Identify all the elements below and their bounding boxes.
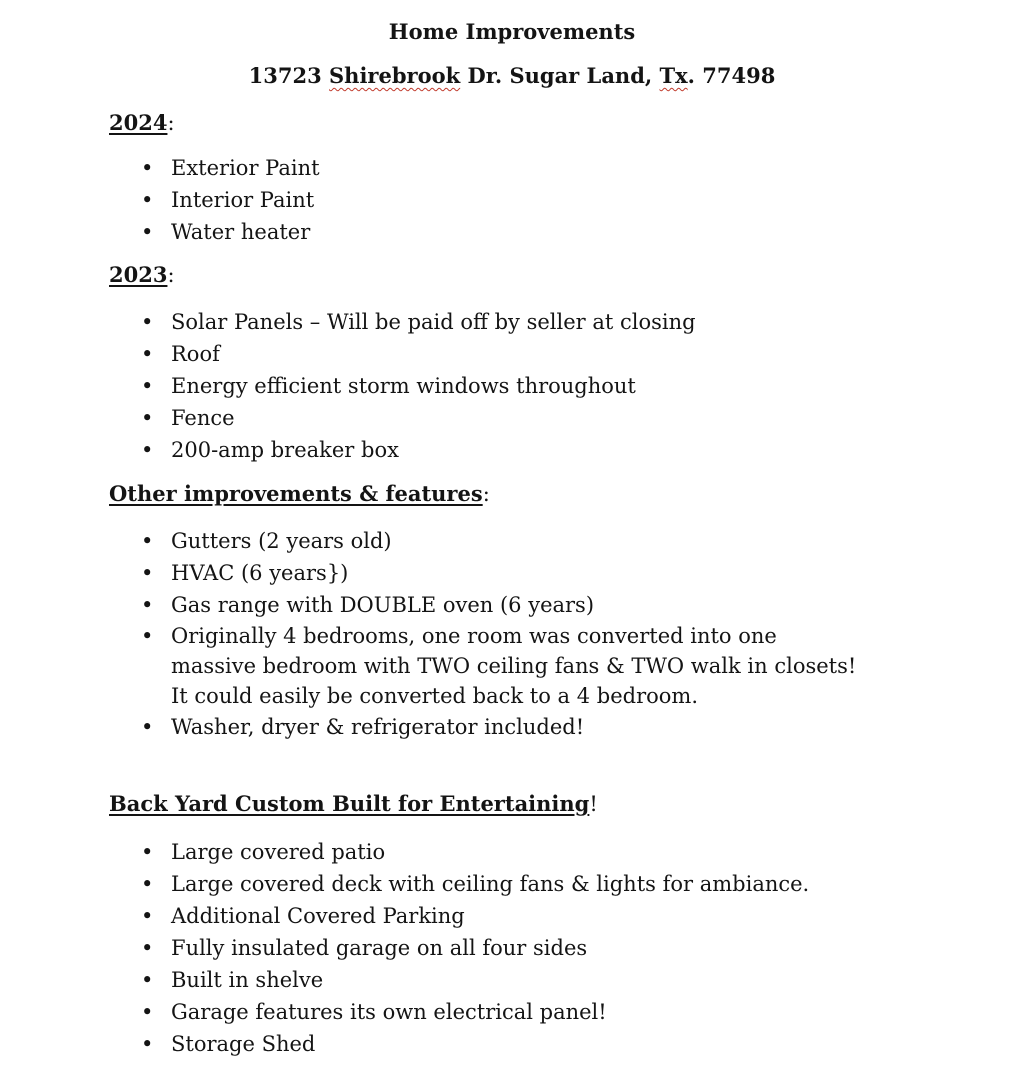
section-heading-text: Other improvements & features xyxy=(109,481,483,506)
list-item: • Water heater xyxy=(0,216,871,248)
section-heading-suffix: : xyxy=(167,263,175,287)
list-item: • Roof xyxy=(0,338,871,370)
list-item: • HVAC (6 years}) xyxy=(0,557,871,589)
list-item: • Large covered deck with ceiling fans & lights for ambiance. xyxy=(0,868,871,900)
list-item: • Interior Paint xyxy=(0,184,871,216)
list-2023 xyxy=(0,306,871,466)
list-item: • Washer, dryer & refrigerator included! xyxy=(0,711,871,743)
list-item: • Built in shelve xyxy=(0,964,871,996)
section-heading-2024 xyxy=(109,110,175,136)
list-item: • 200-amp breaker box xyxy=(0,434,871,466)
address-street-word: Shirebrook xyxy=(329,63,461,88)
section-heading-suffix: ! xyxy=(589,792,598,816)
list-item: • Fully insulated garage on all four sides xyxy=(0,932,871,964)
list-item: • Fence xyxy=(0,402,871,434)
list-item: • Originally 4 bedrooms, one room was converted into one massive bedroom with TWO ceiling fans & TWO walk in closets! It could easily be converted back to a 4 bedroom. xyxy=(0,621,861,711)
list-item: • Solar Panels – Will be paid off by seller at closing xyxy=(0,306,871,338)
list-item: • Energy efficient storm windows throughout xyxy=(0,370,871,402)
document-title: Home Improvements xyxy=(388,19,636,44)
address-state-abbr: Tx xyxy=(659,63,688,88)
list-item: • Storage Shed xyxy=(0,1028,871,1060)
property-address xyxy=(0,63,1024,89)
list-item: • Gutters (2 years old) xyxy=(0,525,871,557)
section-heading-suffix: : xyxy=(167,111,175,135)
section-heading-text: 2024 xyxy=(109,110,168,135)
list-item: • Gas range with DOUBLE oven (6 years) xyxy=(0,589,871,621)
list-other-improvements xyxy=(0,525,871,743)
address-part-1: 13723 xyxy=(248,63,330,88)
section-heading-back-yard xyxy=(109,791,598,817)
address-part-3: . 77498 xyxy=(687,63,776,88)
list-2024 xyxy=(0,152,871,248)
list-item: • Exterior Paint xyxy=(0,152,871,184)
address-part-2: Dr. Sugar Land, xyxy=(460,63,660,88)
list-item: • Additional Covered Parking xyxy=(0,900,871,932)
list-item: • Large covered patio xyxy=(0,836,871,868)
list-item: • Garage features its own electrical panel! xyxy=(0,996,871,1028)
section-heading-text: 2023 xyxy=(109,262,168,287)
list-back-yard xyxy=(0,836,871,1060)
section-heading-suffix: : xyxy=(482,482,490,506)
section-heading-other-improvements xyxy=(109,481,490,507)
section-heading-text: Back Yard Custom Built for Entertaining xyxy=(109,791,590,816)
section-heading-2023 xyxy=(109,262,175,288)
